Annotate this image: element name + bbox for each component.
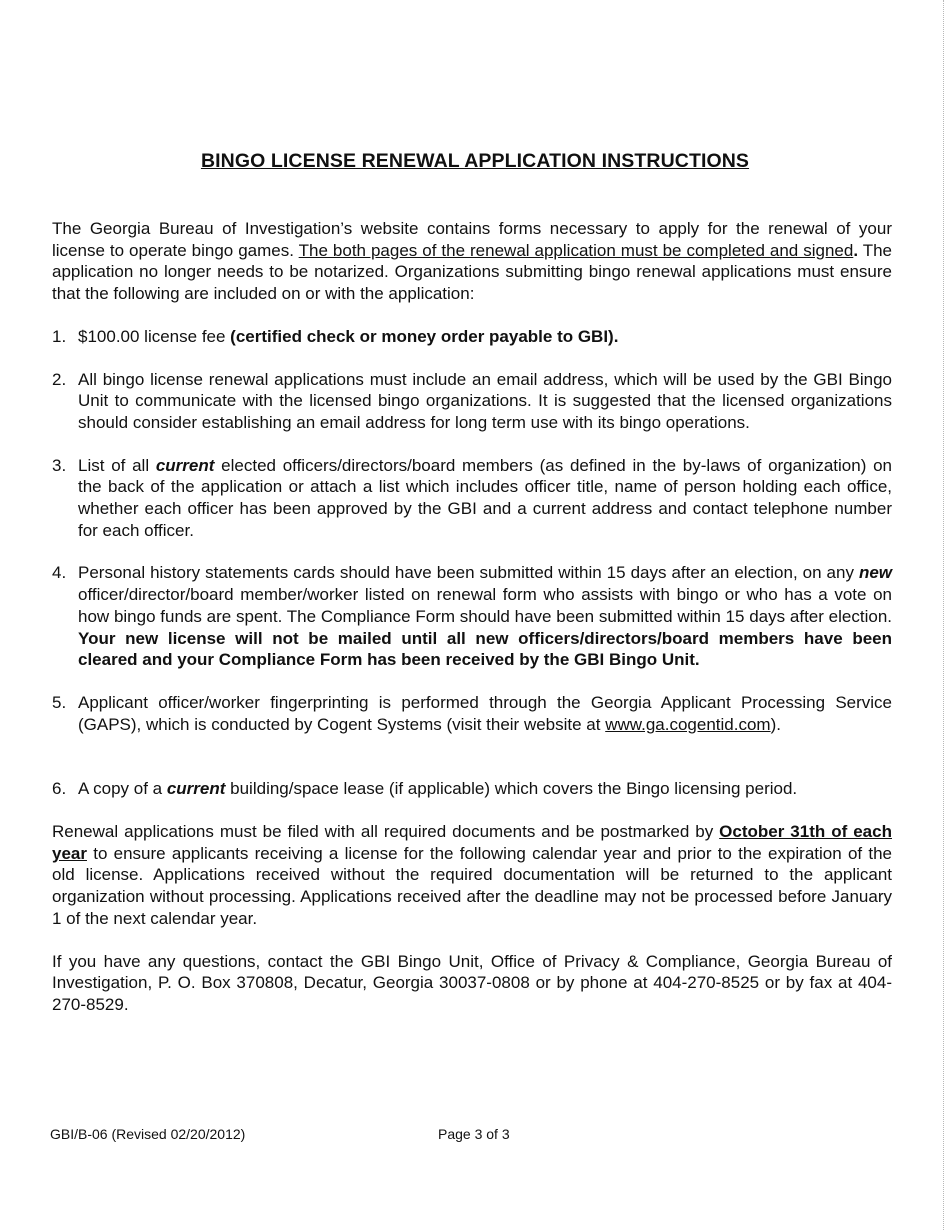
list-item-bold-text: Your new license will not be mailed until all new officers/directors/board members have been cleared and your Compliance Form has been received by the GBI Bingo Unit. xyxy=(78,628,892,670)
list-item-number: 2. xyxy=(52,369,67,389)
list-item-text: $100.00 license fee xyxy=(78,326,231,346)
list-item-emphasis: new xyxy=(858,563,892,583)
list-item-text-continued: officer/director/board member/worker listed on renewal form who assists with bingo or who has a vote on how bingo funds are spent. The Compliance Form should have been submitted within 15 days after election. xyxy=(78,585,892,626)
contact-paragraph: If you have any questions, contact the GBI Bingo Unit, Office of Privacy & Compliance, Georgia Bureau of Investigation, P. O. Box 370808, Decatur, Georgia 30037-0808 or by phone at 404-270-8525 or by fax at 404-270-8529. xyxy=(52,951,892,1014)
list-item-fingerprinting xyxy=(52,692,892,735)
list-item-fee xyxy=(52,326,892,348)
intro-underlined-requirement: The both pages of the renewal application must be completed and signed xyxy=(298,240,854,260)
list-item-email xyxy=(52,369,892,434)
list-item-number: 1. xyxy=(52,326,67,346)
intro-paragraph xyxy=(52,218,892,305)
list-item-number: 4. xyxy=(52,563,67,583)
list-item-number: 3. xyxy=(52,455,67,475)
list-item-text-continued: ). xyxy=(770,714,781,734)
page-number: Page 3 of 3 xyxy=(438,1126,510,1142)
list-item-officers xyxy=(52,455,892,542)
document-body xyxy=(52,218,892,1016)
list-item-bold-text: (certified check or money order payable to GBI). xyxy=(230,326,619,346)
list-item-emphasis: current xyxy=(155,455,215,475)
intro-text-2: The application no longer needs to be notarized. Organizations submitting bingo renewal applications must ensure that the following are included on or with the application: xyxy=(52,240,893,304)
list-item-history-statements xyxy=(52,562,892,671)
list-item-text-continued: elected officers/directors/board members (as defined in the by-laws of organization) on the back of the application or attach a list which includes officer title, name of person holding each office, whether each officer has been approved by the GBI and a current address and contact telephone number for each officer. xyxy=(78,455,892,540)
renewal-text-2: to ensure applicants receiving a license for the following calendar year and prior to the expiration of the old license. Applications received without the required documentation will be returned to the applicant organization without processing. Applications received after the deadline may not be processed before January 1 of the next calendar year. xyxy=(52,843,892,928)
list-item-lease xyxy=(52,778,892,800)
scan-edge-artifact xyxy=(942,0,944,1230)
list-item-text: Applicant officer/worker fingerprinting is performed through the Georgia Applicant Processing Service (GAPS), which is conducted by Cogent Systems (visit their website at xyxy=(78,692,892,734)
form-id: GBI/B-06 (Revised 02/20/2012) xyxy=(50,1126,246,1142)
list-item-text: List of all xyxy=(78,455,156,475)
list-item-text-continued: building/space lease (if applicable) which covers the Bingo licensing period. xyxy=(225,779,798,799)
gaps-website-link[interactable]: www.ga.cogentid.com xyxy=(605,714,771,734)
intro-text-1: The Georgia Bureau of Investigation’s website contains forms necessary to apply for the renewal of your license to operate bingo games. xyxy=(52,219,892,260)
list-item-text: All bingo license renewal applications must include an email address, which will be used by the GBI Bingo Unit to communicate with the licensed bingo organizations. It is suggested that the licensed organizations should consider establishing an email address for long term use with its bingo operations. xyxy=(78,369,892,432)
list-item-number: 6. xyxy=(52,779,67,799)
intro-period: . xyxy=(853,240,859,260)
list-item-text: A copy of a xyxy=(78,779,167,799)
renewal-text-1: Renewal applications must be filed with all required documents and be postmarked by xyxy=(52,822,720,842)
list-item-text: Personal history statements cards should have been submitted within 15 days after an election, on any xyxy=(78,563,859,583)
page-title: BINGO LICENSE RENEWAL APPLICATION INSTRUCTIONS xyxy=(200,150,750,172)
renewal-deadline: October 31th of each year xyxy=(52,822,892,863)
requirements-list xyxy=(52,326,892,800)
renewal-deadline-paragraph xyxy=(52,821,892,930)
list-item-number: 5. xyxy=(52,692,67,712)
list-item-emphasis: current xyxy=(166,779,226,799)
